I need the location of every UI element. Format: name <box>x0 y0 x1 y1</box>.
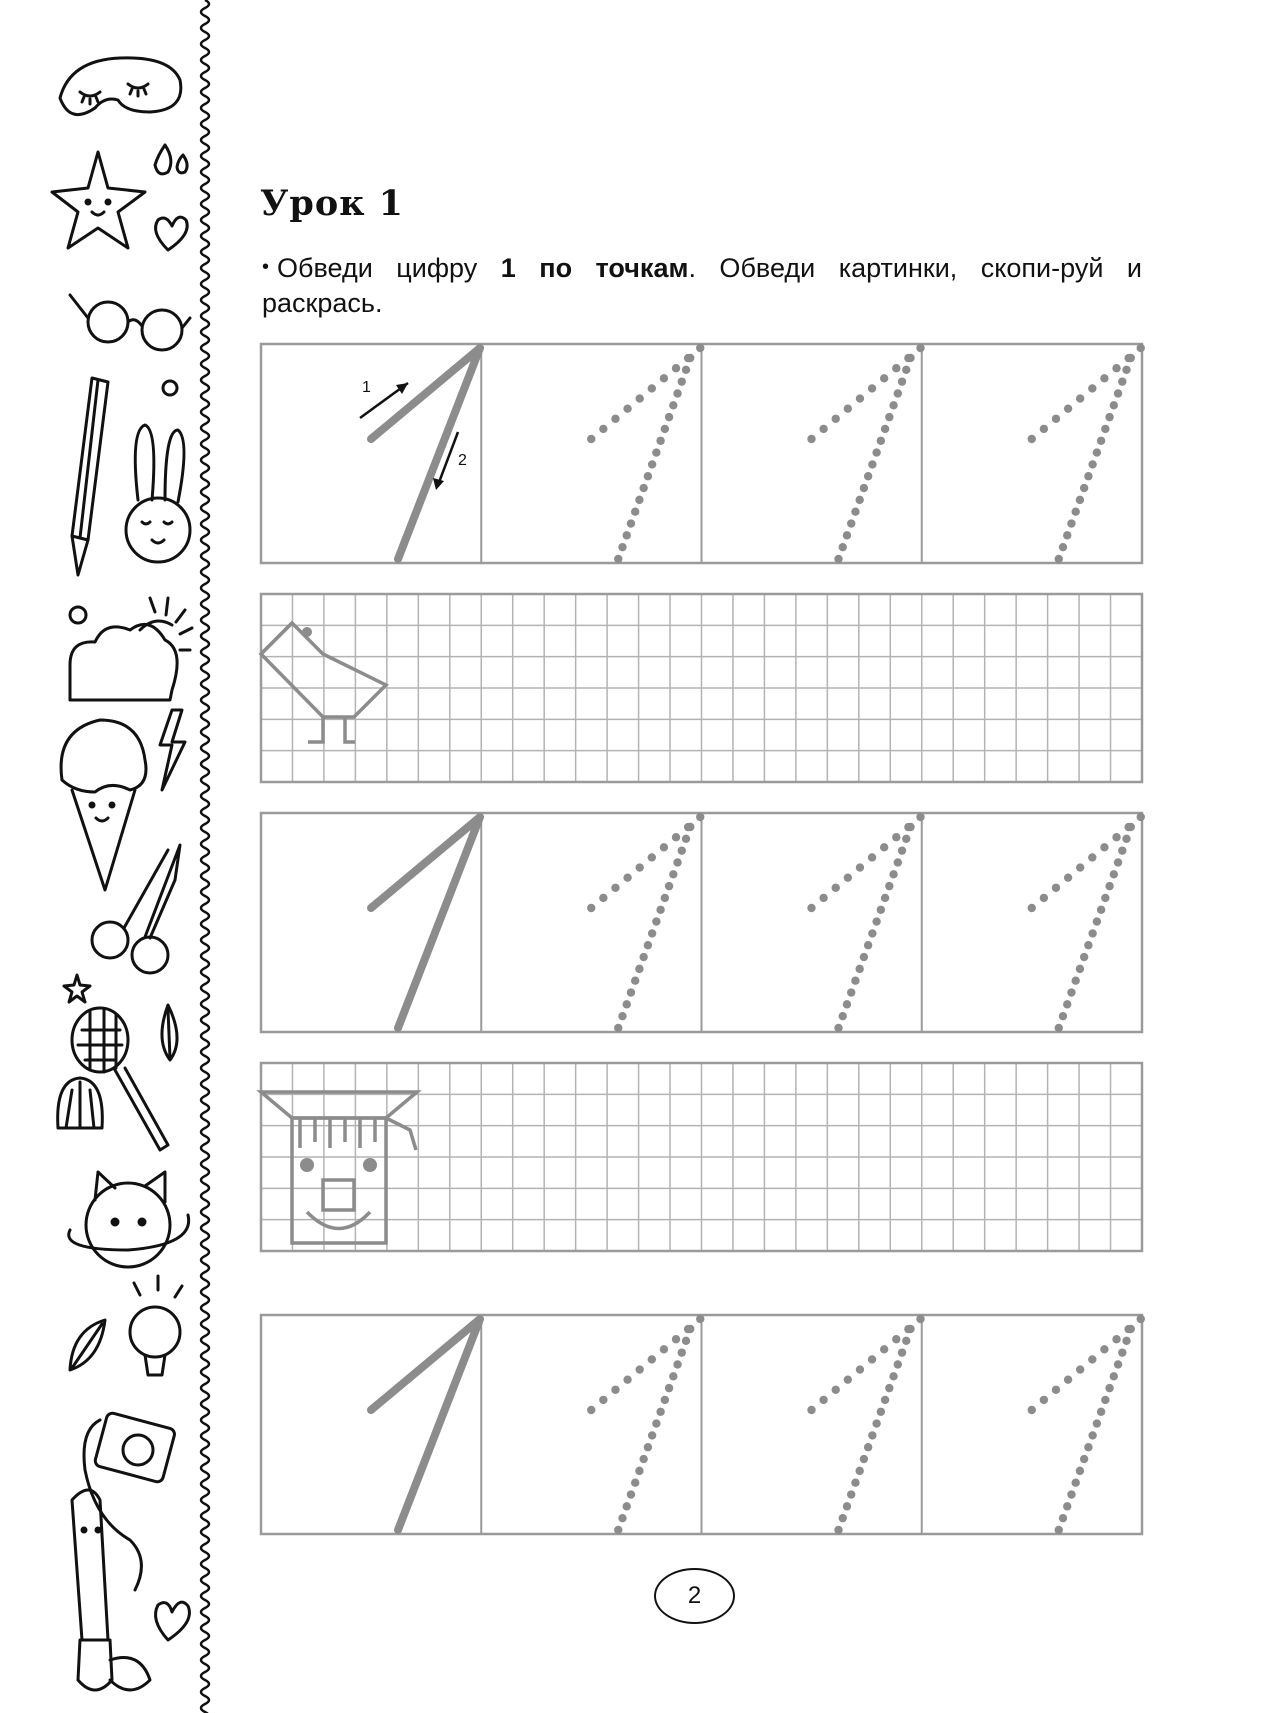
trace-dot <box>1080 953 1088 961</box>
trace-dot <box>1076 496 1084 504</box>
trace-dot <box>856 394 864 402</box>
trace-dot <box>1101 425 1109 433</box>
trace-dot <box>672 833 680 841</box>
trace-dot <box>1076 965 1084 973</box>
trace-dot <box>665 413 673 421</box>
trace-dot <box>635 1467 643 1475</box>
trace-dot <box>844 873 852 881</box>
digit-1-sample <box>371 817 480 1028</box>
trace-dot <box>860 1455 868 1463</box>
trace-dot <box>902 1337 910 1345</box>
trace-dot <box>1076 1467 1084 1475</box>
trace-dot <box>1067 988 1075 996</box>
trace-dot <box>1055 555 1063 563</box>
trace-dot <box>819 894 827 902</box>
trace-dot <box>855 965 863 973</box>
trace-dot <box>881 1396 889 1404</box>
trace-dot <box>1084 472 1092 480</box>
trace-dot <box>1059 1514 1067 1522</box>
trace-dot <box>631 508 639 516</box>
trace-dot <box>881 894 889 902</box>
trace-row <box>261 344 1142 563</box>
trace-dot <box>635 496 643 504</box>
digit-1-dotted <box>807 1315 924 1534</box>
trace-dot <box>644 941 652 949</box>
trace-dot <box>902 835 910 843</box>
trace-dot <box>623 1000 631 1008</box>
trace-dot <box>682 1337 690 1345</box>
trace-dot <box>614 1526 622 1534</box>
trace-dot <box>868 384 876 392</box>
trace-dot <box>686 823 694 831</box>
trace-dot <box>1040 425 1048 433</box>
trace-dot <box>635 394 643 402</box>
trace-dot <box>860 953 868 961</box>
trace-dot <box>673 858 681 866</box>
trace-dot <box>1137 1315 1145 1323</box>
trace-dot <box>856 1365 864 1373</box>
trace-dot <box>864 1443 872 1451</box>
trace-dot <box>678 846 686 854</box>
trace-dot <box>623 873 631 881</box>
trace-dot <box>661 894 669 902</box>
digit-1-dotted <box>1028 813 1145 1032</box>
page-number: 2 <box>654 1568 735 1624</box>
trace-dot <box>851 977 859 985</box>
trace-dot <box>1067 1490 1075 1498</box>
trace-dot <box>587 435 595 443</box>
trace-dot <box>1052 884 1060 892</box>
digit-1-dotted <box>587 813 704 1032</box>
trace-dot <box>1137 813 1145 821</box>
trace-dot <box>1055 1024 1063 1032</box>
trace-dot <box>656 906 664 914</box>
trace-dot <box>631 1479 639 1487</box>
trace-dot <box>672 1335 680 1343</box>
trace-dot <box>1088 1355 1096 1363</box>
trace-dot <box>860 484 868 492</box>
digit-1-dotted <box>807 344 924 563</box>
trace-dot <box>843 1502 851 1510</box>
trace-dot <box>1118 846 1126 854</box>
trace-dot <box>627 988 635 996</box>
trace-dot <box>631 977 639 985</box>
trace-dot <box>669 401 677 409</box>
trace-dot <box>843 531 851 539</box>
trace-dot <box>660 1345 668 1353</box>
trace-dot <box>623 1502 631 1510</box>
trace-dot <box>648 384 656 392</box>
trace-dot <box>885 413 893 421</box>
trace-dot <box>880 1345 888 1353</box>
trace-dot <box>682 366 690 374</box>
trace-dot <box>1114 389 1122 397</box>
trace-dot <box>847 1490 855 1498</box>
instruction-text-start: Обведи цифру <box>277 253 501 283</box>
trace-dot <box>686 1325 694 1333</box>
trace-dot <box>807 435 815 443</box>
trace-dot <box>1127 1325 1135 1333</box>
trace-dot <box>635 1365 643 1373</box>
trace-dot <box>652 917 660 925</box>
trace-dot <box>1059 543 1067 551</box>
trace-dot <box>1076 863 1084 871</box>
trace-dot <box>847 988 855 996</box>
trace-dot <box>832 884 840 892</box>
trace-dot <box>665 1384 673 1392</box>
trace-dot <box>851 508 859 516</box>
trace-dot <box>807 1406 815 1414</box>
trace-dot <box>807 904 815 912</box>
trace-dot <box>665 882 673 890</box>
trace-dot <box>1028 435 1036 443</box>
copy-grid <box>261 594 1142 782</box>
trace-dot <box>639 484 647 492</box>
trace-dot <box>1110 870 1118 878</box>
trace-dot <box>877 906 885 914</box>
trace-dot <box>1122 835 1130 843</box>
trace-dot <box>1080 1455 1088 1463</box>
trace-dot <box>644 1443 652 1451</box>
trace-dot <box>618 1012 626 1020</box>
trace-dot <box>599 894 607 902</box>
trace-dot <box>618 1514 626 1522</box>
trace-dot <box>587 1406 595 1414</box>
trace-dot <box>611 1386 619 1394</box>
digit-1-sample <box>371 1319 480 1530</box>
trace-dot <box>652 1419 660 1427</box>
trace-dot <box>673 1360 681 1368</box>
trace-dot <box>839 1514 847 1522</box>
trace-dot <box>1040 894 1048 902</box>
digit-1-solid <box>371 817 480 1028</box>
instruction-bold-text: 1 по точкам <box>500 253 689 283</box>
trace-dot <box>889 1372 897 1380</box>
trace-dot <box>614 555 622 563</box>
trace-dot <box>906 1325 914 1333</box>
trace-dot <box>1040 1396 1048 1404</box>
trace-dot <box>894 1360 902 1368</box>
trace-dot <box>1028 904 1036 912</box>
trace-dot <box>894 389 902 397</box>
trace-dot <box>1071 508 1079 516</box>
trace-dot <box>656 437 664 445</box>
trace-dot <box>1097 437 1105 445</box>
trace-dot <box>623 531 631 539</box>
trace-dot <box>1063 1502 1071 1510</box>
trace-dot <box>916 813 924 821</box>
trace-dot <box>1088 460 1096 468</box>
trace-dot <box>1114 1360 1122 1368</box>
trace-row <box>261 813 1142 1032</box>
trace-dot <box>661 425 669 433</box>
trace-dot <box>648 1431 656 1439</box>
trace-dot <box>1093 448 1101 456</box>
trace-dot <box>868 929 876 937</box>
trace-dot <box>1110 1372 1118 1380</box>
trace-dot <box>1064 404 1072 412</box>
trace-dot <box>877 1408 885 1416</box>
trace-dot <box>844 404 852 412</box>
trace-dot <box>868 460 876 468</box>
trace-dot <box>898 1348 906 1356</box>
trace-dot <box>678 377 686 385</box>
trace-dot <box>1101 894 1109 902</box>
trace-dot <box>1110 401 1118 409</box>
trace-dot <box>648 853 656 861</box>
trace-dot <box>599 425 607 433</box>
trace-dot <box>894 858 902 866</box>
trace-dot <box>892 833 900 841</box>
trace-dot <box>855 1467 863 1475</box>
trace-dot <box>1084 941 1092 949</box>
trace-dot <box>1114 858 1122 866</box>
trace-dot <box>652 448 660 456</box>
trace-dot <box>834 555 842 563</box>
trace-dot <box>839 1012 847 1020</box>
trace-dot <box>1093 917 1101 925</box>
trace-dot <box>1088 1431 1096 1439</box>
trace-dot <box>898 846 906 854</box>
stroke-number-2: 2 <box>458 452 467 469</box>
trace-dot <box>1118 377 1126 385</box>
trace-dot <box>669 870 677 878</box>
trace-dot <box>1097 1408 1105 1416</box>
trace-dot <box>599 1396 607 1404</box>
trace-dot <box>855 496 863 504</box>
trace-dot <box>623 1375 631 1383</box>
trace-dot <box>1097 906 1105 914</box>
lesson-title: Урок 1 <box>260 183 405 224</box>
trace-dot <box>892 364 900 372</box>
trace-dot <box>1105 882 1113 890</box>
trace-dot <box>839 543 847 551</box>
stroke-number-1: 1 <box>362 379 371 396</box>
trace-dot <box>587 904 595 912</box>
trace-dot <box>1088 384 1096 392</box>
trace-dot <box>1101 1396 1109 1404</box>
trace-dot <box>1071 1479 1079 1487</box>
trace-dot <box>902 366 910 374</box>
trace-dot <box>868 853 876 861</box>
trace-dot <box>1122 1337 1130 1345</box>
trace-dot <box>648 1355 656 1363</box>
trace-dot <box>1052 415 1060 423</box>
trace-dot <box>1100 1345 1108 1353</box>
trace-dot <box>834 1526 842 1534</box>
trace-dot <box>868 1431 876 1439</box>
trace-dot <box>1064 1375 1072 1383</box>
trace-dot <box>881 425 889 433</box>
trace-dot <box>618 543 626 551</box>
trace-dot <box>892 1335 900 1343</box>
trace-dot <box>1137 344 1145 352</box>
trace-dot <box>1055 1526 1063 1534</box>
trace-dot <box>851 1479 859 1487</box>
trace-dot <box>614 1024 622 1032</box>
trace-dot <box>660 843 668 851</box>
trace-dot <box>868 1355 876 1363</box>
trace-dot <box>885 882 893 890</box>
trace-dot <box>696 344 704 352</box>
trace-dot <box>639 1455 647 1463</box>
trace-dot <box>889 870 897 878</box>
trace-dot <box>1028 1406 1036 1414</box>
trace-dot <box>906 823 914 831</box>
trace-dot <box>889 401 897 409</box>
instruction-bullet: • <box>262 256 270 278</box>
trace-dot <box>880 374 888 382</box>
trace-dot <box>1052 1386 1060 1394</box>
trace-dot <box>660 374 668 382</box>
trace-dot <box>1080 484 1088 492</box>
digit-1-dotted <box>1028 344 1145 563</box>
trace-dot <box>1084 1443 1092 1451</box>
trace-dot <box>623 404 631 412</box>
trace-dot <box>669 1372 677 1380</box>
digit-1-dotted <box>1028 1315 1145 1534</box>
trace-dot <box>847 519 855 527</box>
trace-dot <box>832 415 840 423</box>
trace-dot <box>1064 873 1072 881</box>
trace-dot <box>1122 366 1130 374</box>
trace-dot <box>1100 843 1108 851</box>
trace-dot <box>644 472 652 480</box>
trace-dot <box>682 835 690 843</box>
trace-dot <box>627 1490 635 1498</box>
trace-dot <box>678 1348 686 1356</box>
trace-dot <box>1127 823 1135 831</box>
trace-dot <box>648 460 656 468</box>
digit-1-solid <box>371 1319 480 1530</box>
trace-dot <box>1093 1419 1101 1427</box>
trace-dot <box>880 843 888 851</box>
trace-dot <box>1063 531 1071 539</box>
trace-dot <box>611 884 619 892</box>
digit-1-dotted <box>587 344 704 563</box>
trace-dot <box>864 472 872 480</box>
trace-dot <box>648 929 656 937</box>
trace-dot <box>673 389 681 397</box>
instruction-text-end: . Обведи картинки, скопи-руй и раскрась. <box>262 253 1142 318</box>
trace-dot <box>1088 929 1096 937</box>
trace-dot <box>672 364 680 372</box>
trace-dot <box>877 437 885 445</box>
trace-dot <box>1105 1384 1113 1392</box>
trace-dot <box>1105 413 1113 421</box>
trace-dot <box>611 415 619 423</box>
trace-dot <box>1088 853 1096 861</box>
trace-dot <box>656 1408 664 1416</box>
trace-dot <box>885 1384 893 1392</box>
trace-dot <box>916 1315 924 1323</box>
trace-dot <box>686 354 694 362</box>
trace-dot <box>843 1000 851 1008</box>
trace-dot <box>1127 354 1135 362</box>
trace-dot <box>819 425 827 433</box>
trace-dot <box>819 1396 827 1404</box>
digit-1-dotted <box>807 813 924 1032</box>
trace-dot <box>1076 1365 1084 1373</box>
trace-dot <box>627 519 635 527</box>
trace-dot <box>1118 1348 1126 1356</box>
trace-dot <box>872 917 880 925</box>
trace-dot <box>1112 364 1120 372</box>
trace-dot <box>1076 394 1084 402</box>
trace-dot <box>872 1419 880 1427</box>
digit-1-dotted <box>587 1315 704 1534</box>
trace-dot <box>1112 833 1120 841</box>
trace-dot <box>1112 1335 1120 1343</box>
trace-dot <box>1059 1012 1067 1020</box>
trace-dot <box>856 863 864 871</box>
trace-dot <box>872 448 880 456</box>
trace-dot <box>661 1396 669 1404</box>
trace-dot <box>844 1375 852 1383</box>
trace-dot <box>635 965 643 973</box>
trace-dot <box>864 941 872 949</box>
trace-dot <box>639 953 647 961</box>
trace-dot <box>1100 374 1108 382</box>
trace-dot <box>1071 977 1079 985</box>
trace-dot <box>832 1386 840 1394</box>
trace-dot <box>635 863 643 871</box>
trace-dot <box>696 1315 704 1323</box>
trace-dot <box>1063 1000 1071 1008</box>
trace-dot <box>696 813 704 821</box>
trace-dot <box>1067 519 1075 527</box>
trace-dot <box>916 344 924 352</box>
trace-dot <box>906 354 914 362</box>
trace-dot <box>898 377 906 385</box>
trace-row <box>261 1315 1142 1534</box>
trace-dot <box>834 1024 842 1032</box>
